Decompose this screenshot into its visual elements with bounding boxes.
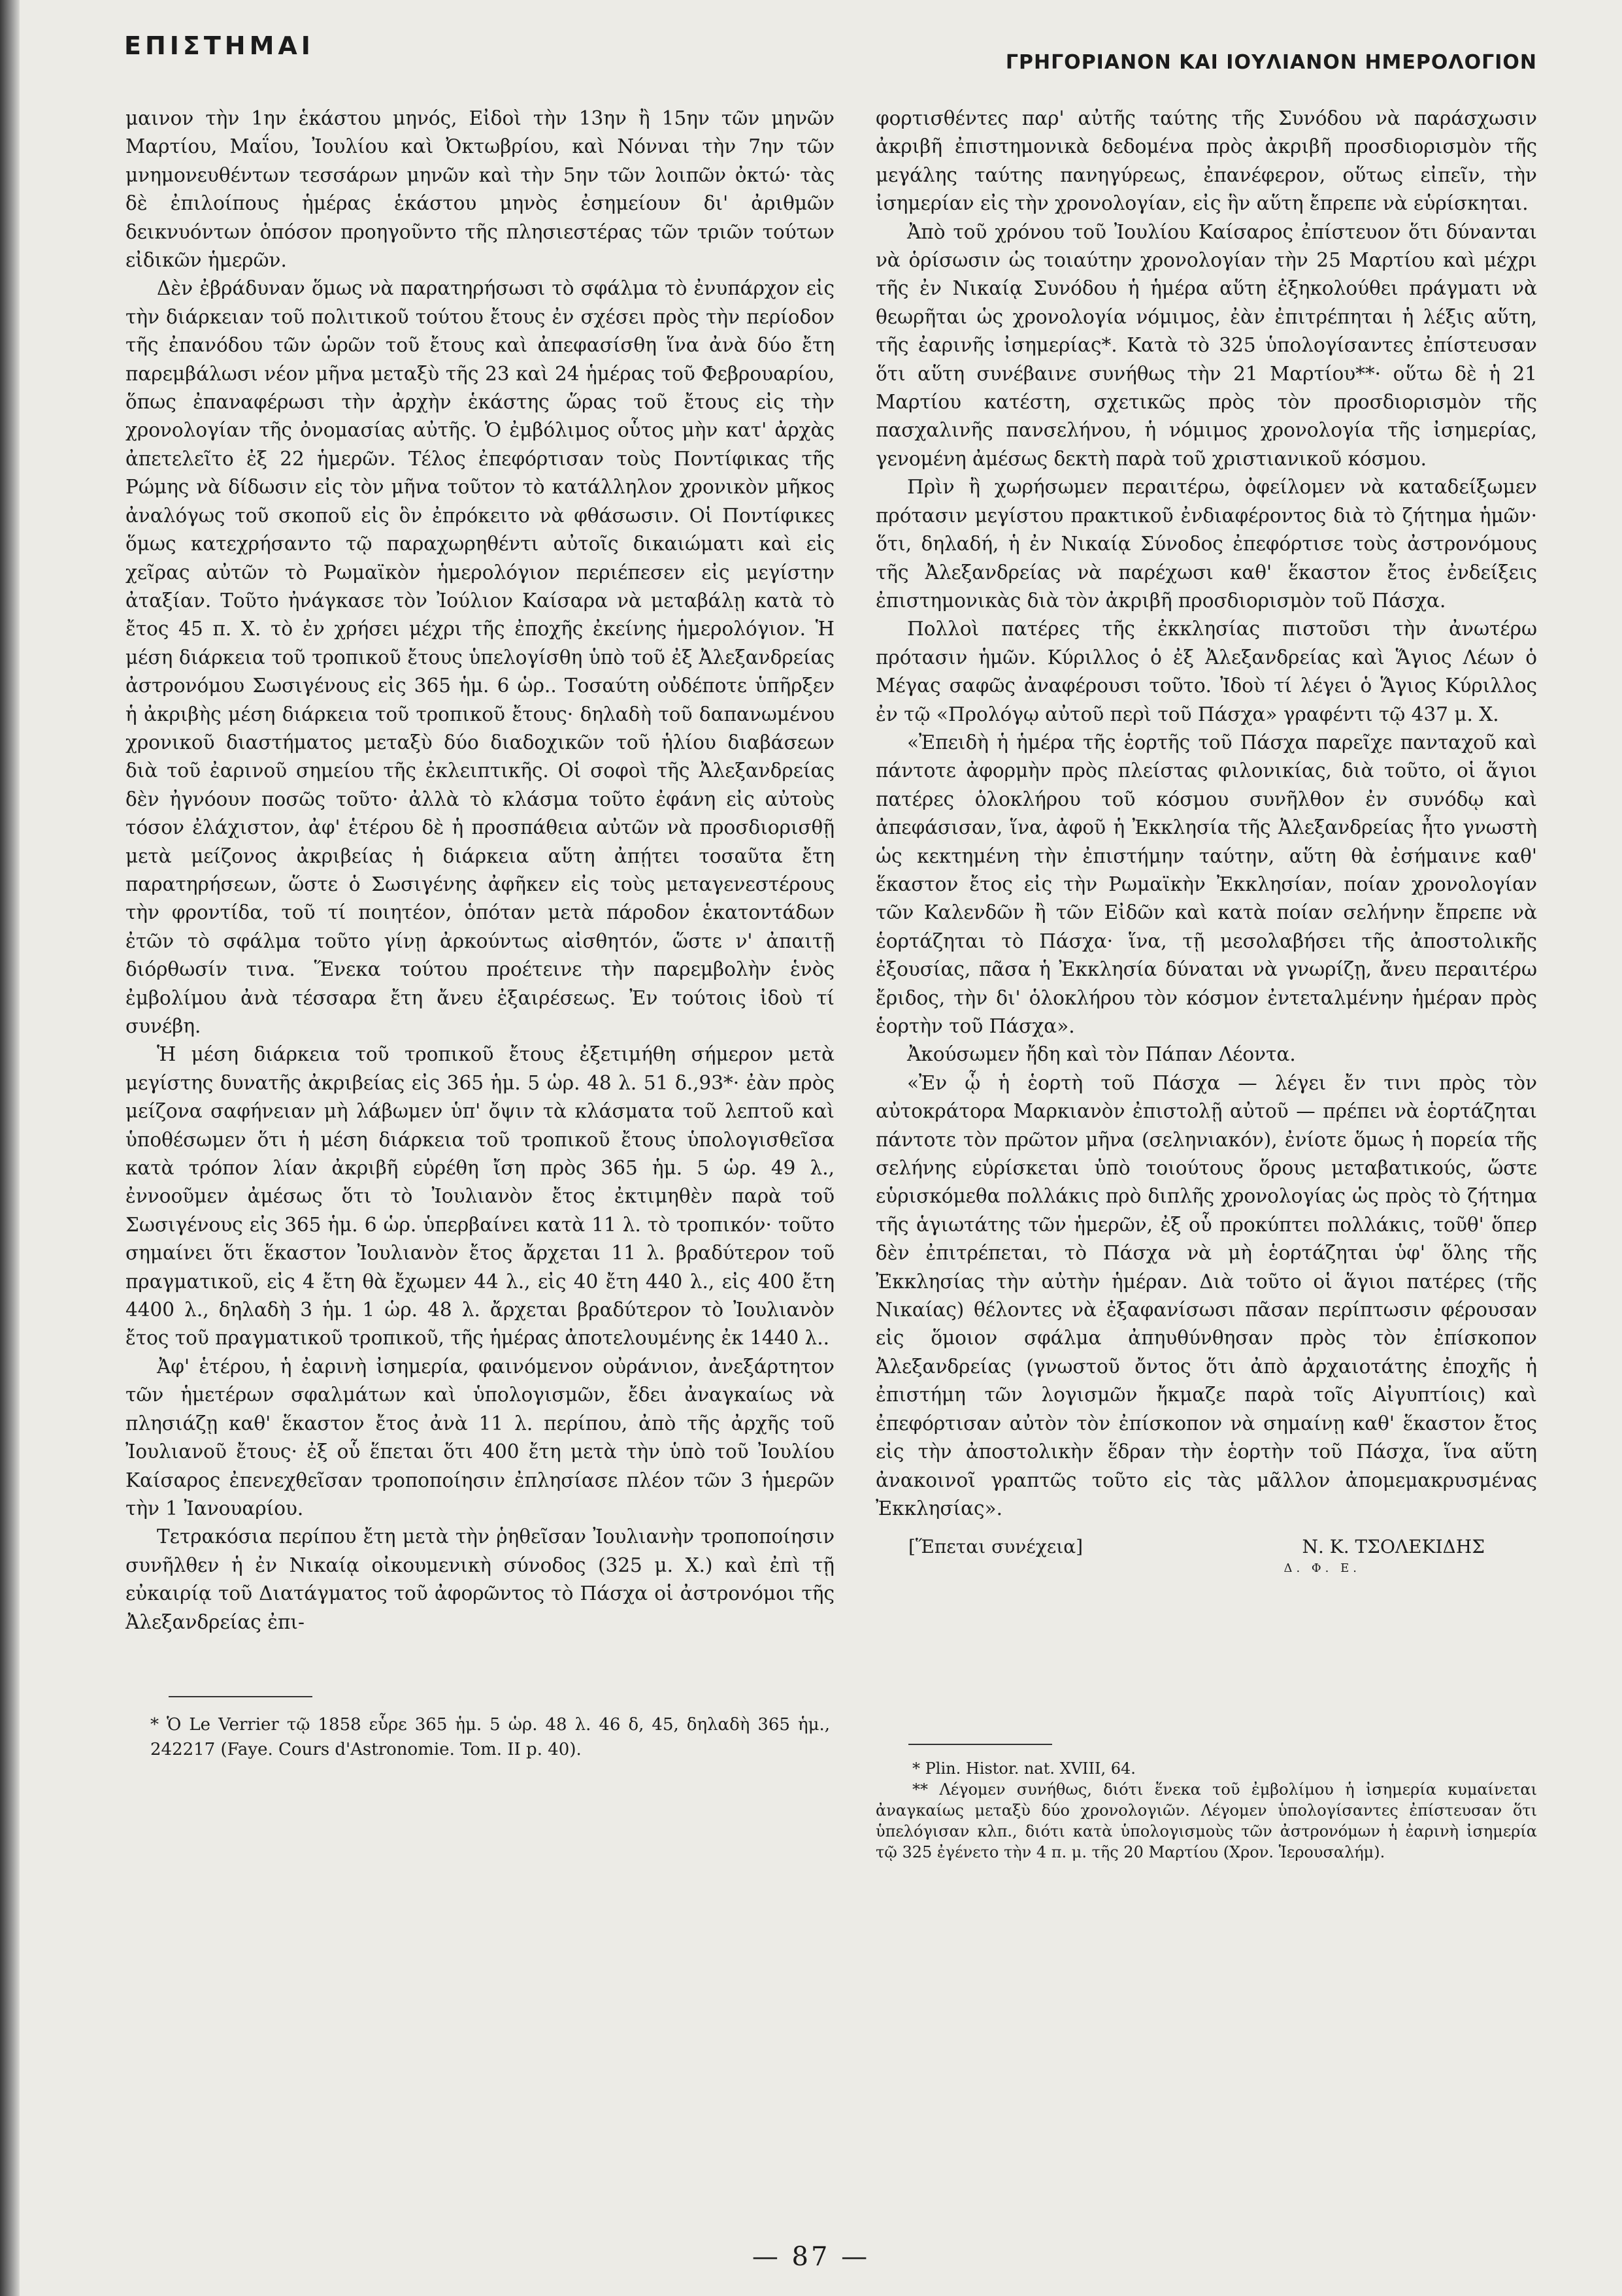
running-header-right: ΓΡΗΓΟΡΙΑΝΟΝ ΚΑΙ ΙΟΥΛΙΑΝΟΝ ΗΜΕΡΟΛΟΓΙΟΝ	[1005, 51, 1537, 74]
paragraph: φορτισθέντες παρ' αὐτῆς ταύτης τῆς Συνόδου νὰ παράσχωσιν ἀκριβῆ ἐπιστημονικὰ δεδομένα πρὸς ἀκριβῆ προσδιορισμὸν τῆς μεγάλης ταύτης πανηγύρεως, ἐπανέφερον, οὕτως εἰπεῖν, τὴν ἰσημερίαν εἰς τὴν χρονολογίαν, εἰς ἣν αὕτη ἔπρεπε νὰ εὑρίσκηται.	[876, 107, 1537, 215]
paragraph: Πρὶν ἢ χωρήσωμεν περαιτέρω, ὀφείλομεν νὰ καταδείξωμεν πρότασιν μεγίστου πρακτικοῦ ἐνδιαφέροντος διὰ τὸ ζήτημα ἡμῶν· ὅτι, δηλαδή, ἡ ἐν Νικαίᾳ Σύνοδος ἐπεφόρτισε τοὺς ἀστρονόμους τῆς Ἀλεξανδρείας νὰ παρέχωσι καθ' ἕκαστον ἔτος ἐνδείξεις ἐπιστημονικὰς διὰ τὸν ἀκριβῆ προσδιορισμὸν τοῦ Πάσχα.	[876, 476, 1537, 612]
quotation-paragraph: «Ἐν ᾧ ἡ ἑορτὴ τοῦ Πάσχα — λέγει ἔν τινι πρὸς τὸν αὐτοκράτορα Μαρκιανὸν ἐπιστολῇ αὐτοῦ — πρέπει νὰ ἑορτάζηται πάντοτε τὸν πρῶτον μῆνα (σεληνιακόν), ἐνίοτε ὅμως ἡ πορεία τῆς σελήνης εὑρίσκεται ὑπὸ τοιούτους ὅρους μεταβατικούς, ὥστε εὑρισκόμεθα πολλάκις πρὸ διπλῆς χρονολογίας ὡς πρὸς τὸ ζήτημα τῆς ἁγιωτάτης τῶν ἡμερῶν, ἐξ οὗ προκύπτει πολλάκις, τοῦθ' ὅπερ δὲν ἐπιτρέπεται, τὸ Πάσχα νὰ μὴ ἑορτάζηται ὑφ' ὅλης τῆς Ἐκκλησίας τὴν αὐτὴν ἡμέραν. Διὰ τοῦτο οἱ ἅγιοι πατέρες (τῆς Νικαίας) θέλοντες νὰ ἐξαφανίσωσι πᾶσαν περίπτωσιν φέρουσαν εἰς ὅμοιον σφάλμα ἀπηυθύνθησαν πρὸς τὸν ἐπίσκοπον Ἀλεξανδρείας (γνωστοῦ ὄντος ὅτι ἀπὸ ἀρχαιοτάτης ἐποχῆς ἡ ἐπιστήμη τῶν λογισμῶν ἤκμαζε παρὰ τοῖς Αἰγυπτίοις) καὶ ἐπεφόρτισαν αὐτὸν τὸν ἐπίσκοπον νὰ σημαίνῃ καθ' ἕκαστον ἔτος εἰς τὴν ἀποστολικὴν ἕδραν τὴν ἑορτὴν τοῦ Πάσχα, ἵνα αὕτη ἀνακοινοῖ γραπτῶς τοῦτο εἰς τὰς μᾶλλον ἀπομεμακρυσμένας Ἐκκλησίας».	[876, 1071, 1537, 1520]
running-header-left: ΕΠΙΣΤΗΜΑΙ	[124, 31, 314, 60]
paragraph: Ἀκούσωμεν ἤδη καὶ τὸν Πάπαν Λέοντα.	[907, 1043, 1296, 1066]
footnote-left: * Ὁ Le Verrier τῷ 1858 εὗρε 365 ἡμ. 5 ὡρ. 48 λ. 46 δ, 45, δηλαδὴ 365 ἡμ., 242217 (Faye. Cours d'Astronomie. Tom. II p. 40).	[150, 1715, 830, 1759]
left-column	[125, 105, 835, 1637]
author-signature: Ν. Κ. ΤΣΟΛΕΚΙΔΗΣ	[1302, 1536, 1485, 1558]
continued-note: [Ἕπεται συνέχεια]	[908, 1536, 1084, 1558]
signature-line	[876, 1536, 1537, 1557]
book-spine-shadow	[0, 0, 20, 2296]
page-number: — 87 —	[752, 2242, 870, 2272]
footnote: ** Λέγομεν συνήθως, διότι ἕνεκα τοῦ ἐμβολίμου ἡ ἰσημερία κυμαίνεται ἀναγκαίως μεταξὺ δύο χρονολογιῶν. Λέγομεν ὑπολογίσαντες ἐπίστευσαν ὅτι ὑπελόγισαν κλπ., διότι κατὰ ὑπολογισμοὺς τῶν ἀστρονόμων ἡ ἐαρινὴ ἰσημερία τῷ 325 ἐγένετο τὴν 4 π. μ. τῆς 20 Μαρτίου (Χρον. Ἱερουσαλήμ).	[876, 1780, 1537, 1861]
quotation-paragraph: «Ἐπειδὴ ἡ ἡμέρα τῆς ἑορτῆς τοῦ Πάσχα παρεῖχε πανταχοῦ καὶ πάντοτε ἀφορμὴν πρὸς πλείστας φιλονικίας, διὰ τοῦτο, οἱ ἅγιοι πατέρες ὁλοκλήρου τοῦ κόσμου συνῆλθον ἐν συνόδῳ καὶ ἀπεφάσισαν, ἵνα, ἀφοῦ ἡ Ἐκκλησία τῆς Ἀλεξανδρείας ἦτο γνωστὴ ὡς κεκτημένη τὴν ἐπιστήμην ταύτην, αὕτη θὰ ἐσήμαινε καθ' ἕκαστον ἔτος εἰς τὴν Ρωμαϊκὴν Ἐκκλησίαν, ποίαν χρονολογίαν τῶν Καλενδῶν ἢ τῶν Εἰδῶν καὶ κατὰ ποίαν σελήνην ἔπρεπε νὰ ἑορτάζηται τὸ Πάσχα· ἵνα, τῇ μεσολαβήσει τῆς ἀποστολικῆς ἐξουσίας, πᾶσα ἡ Ἐκκλησία δύναται νὰ γνωρίζῃ, ἄνευ περαιτέρω ἔριδος, τὴν δι' ὁλοκλήρου τὸν κόσμον ἐντεταλμένην ἡμέραν πρὸς ἑορτὴν τοῦ Πάσχα».	[876, 731, 1537, 1037]
footnote-rule	[908, 1744, 1052, 1745]
paragraph: Ἀφ' ἑτέρου, ἡ ἐαρινὴ ἰσημερία, φαινόμενον οὐράνιον, ἀνεξάρτητον τῶν ἡμετέρων σφαλμάτων καὶ ὑπολογισμῶν, ἔδει ἀναγκαίως νὰ πλησιάζῃ καθ' ἕκαστον ἔτος ἀνὰ 11 λ. περίπου, ἀπὸ τῆς ἀρχῆς τοῦ Ἰουλιανοῦ ἔτους· ἐξ οὗ ἕπεται ὅτι 400 ἔτη μετὰ τὴν ὑπὸ τοῦ Ἰουλίου Καίσαρος ἐπενεχθεῖσαν τροποποίησιν ἐπλησίασε πλέον τῶν 3 ἡμερῶν τὴν 1 Ἰανουαρίου.	[125, 1355, 835, 1520]
footnotes-right	[876, 1758, 1537, 1863]
paragraph: Τετρακόσια περίπου ἔτη μετὰ τὴν ῥηθεῖσαν Ἰουλιανὴν τροποποίησιν συνῆλθεν ἡ ἐν Νικαίᾳ οἰκουμενικὴ σύνοδος (325 μ. Χ.) καὶ ἐπὶ τῇ εὐκαιρίᾳ τοῦ Διατάγματος τοῦ ἀφορῶντος τὸ Πάσχα οἱ ἀστρονόμοι τῆς Ἀλεξανδρείας ἐπι-	[125, 1525, 835, 1633]
paragraph: Δὲν ἐβράδυναν ὅμως νὰ παρατηρήσωσι τὸ σφάλμα τὸ ἐνυπάρχον εἰς τὴν διάρκειαν τοῦ πολιτικοῦ τούτου ἔτους ἐν σχέσει πρὸς τὴν περίοδον τῆς ἐπανόδου τῶν ὡρῶν τοῦ ἔτους καὶ ἀπεφασίσθη ἵνα ἀνὰ δύο ἔτη παρεμβάλωσι νέον μῆνα μεταξὺ τῆς 23 καὶ 24 ἡμέρας τοῦ Φεβρουαρίου, ὅπως ἐπαναφέρωσι τὴν ἀρχὴν ἑκάστης ὥρας τοῦ ἔτους εἰς τὴν χρονολογίαν τῆς ὀνομασίας αὐτῆς. Ὁ ἐμβόλιμος οὗτος μὴν κατ' ἀρχὰς ἀπετελεῖτο ἐξ 22 ἡμερῶν. Τέλος ἐπεφόρτισαν τοὺς Ποντίφικας τῆς Ρώμης νὰ δίδωσιν εἰς τὸν μῆνα τοῦτον τὸ κατάλληλον χρονικὸν μῆκος ἀναλόγως τοῦ σκοποῦ εἰς ὃν ἐπρόκειτο νὰ φθάσωσιν. Οἱ Ποντίφικες ὅμως κατεχρήσαντο τῷ παραχωρηθέντι αὐτοῖς δικαιώματι καὶ εἰς χεῖρας αὐτῶν τὸ Ρωμαϊκὸν ἡμερολόγιον περιέπεσεν εἰς μεγίστην ἀταξίαν. Τοῦτο ἠνάγκασε τὸν Ἰούλιον Καίσαρα νὰ μεταβάλῃ κατὰ τὸ ἔτος 45 π. Χ. τὸ ἐν χρήσει μέχρι τῆς ἐποχῆς ἐκείνης ἡμερολόγιον. Ἡ μέση διάρκεια τοῦ τροπικοῦ ἔτους ὑπελογίσθη ὑπὸ τοῦ ἐξ Ἀλεξανδρείας ἀστρονόμου Σωσιγένους εἰς 365 ἡμ. 6 ὡρ.. Τοσαύτη οὐδέποτε ὑπῆρξεν ἡ ἀκριβὴς μέση διάρκεια τοῦ τροπικοῦ ἔτους· δηλαδὴ τοῦ δαπανωμένου χρονικοῦ διαστήματος μεταξὺ δύο διαδοχικῶν τοῦ ἡλίου διαβάσεων διὰ τοῦ ἐαρινοῦ σημείου τῆς ἐκλειπτικῆς. Οἱ σοφοὶ τῆς Ἀλεξανδρείας δὲν ἠγνόουν ποσῶς τοῦτο· ἀλλὰ τὸ κλάσμα τοῦτο ἐφάνη εἰς αὐτοὺς τόσον ἐλάχιστον, ἀφ' ἑτέρου δὲ ἡ προσπάθεια αὐτῶν νὰ προσδιορισθῇ μετὰ μείζονος ἀκριβείας ἡ διάρκεια αὕτη ἀπῄτει τοσαῦτα ἔτη παρατηρήσεων, ὥστε ὁ Σωσιγένης ἀφῆκεν εἰς τοὺς μεταγενεστέρους τὴν φροντίδα, τοῦ τί ποιητέον, ὁπόταν μετὰ πάροδον ἑκατοντάδων ἐτῶν τὸ σφάλμα τοῦτο γίνῃ ἀρκούντως αἰσθητόν, ὥστε ν' ἀπαιτῇ διόρθωσίν τινα. Ἕνεκα τούτου προέτεινε τὴν παρεμβολὴν ἑνὸς ἐμβολίμου ἀνὰ τέσσαρα ἔτη ἄνευ ἐξαιρέσεως. Ἐν τούτοις ἰδοὺ τί συνέβη.	[125, 277, 835, 1037]
paragraph: Ἡ μέση διάρκεια τοῦ τροπικοῦ ἔτους ἐξετιμήθη σήμερον μετὰ μεγίστης δυνατῆς ἀκριβείας εἰς 365 ἡμ. 5 ὡρ. 48 λ. 51 δ.,93*· ἐὰν πρὸς μείζονα σαφήνειαν μὴ λάβωμεν ὑπ' ὄψιν τὰ κλάσματα τοῦ λεπτοῦ καὶ ὑποθέσωμεν ὅτι ἡ μέση διάρκεια τοῦ τροπικοῦ ἔτους ὑπολογισθεῖσα κατὰ τρόπον λίαν ἀκριβῆ εὑρέθη ἴση πρὸς 365 ἡμ. 5 ὡρ. 49 λ., ἐννοοῦμεν ἀμέσως ὅτι τὸ Ἰουλιανὸν ἔτος ἐκτιμηθὲν παρὰ τοῦ Σωσιγένους εἰς 365 ἡμ. 6 ὡρ. ὑπερβαίνει κατὰ 11 λ. τὸ τροπικόν· τοῦτο σημαίνει ὅτι ἕκαστον Ἰουλιανὸν ἔτος ἄρχεται 11 λ. βραδύτερον τοῦ πραγματικοῦ, εἰς 4 ἔτη θὰ ἔχωμεν 44 λ., εἰς 40 ἔτη 440 λ., εἰς 400 ἔτη 4400 λ., δηλαδὴ 3 ἡμ. 1 ὡρ. 48 λ. ἄρχεται βραδύτερον τὸ Ἰουλιανὸν ἔτος τοῦ πραγματικοῦ τροπικοῦ, τῆς ἡμέρας ἀποτελουμένης ἐκ 1440 λ..	[125, 1043, 835, 1350]
footnote-rule	[169, 1696, 312, 1697]
right-column	[876, 105, 1537, 1575]
signature-initials: Δ. Φ. Ε.	[1283, 1561, 1361, 1576]
paragraph: Ἀπὸ τοῦ χρόνου τοῦ Ἰουλίου Καίσαρος ἐπίστευον ὅτι δύνανται νὰ ὁρίσωσιν ὡς τοιαύτην χρονολογίαν τὴν 25 Μαρτίου καὶ μέχρι τῆς ἐν Νικαίᾳ Συνόδου ἡ ἡμέρα αὕτη ἐξηκολούθει πράγματι νὰ θεωρῆται ὡς χρονολογία νόμιμος, ἐὰν ἐπιτρέπηται ἡ λέξις αὕτη, τῆς ἐαρινῆς ἰσημερίας*. Κατὰ τὸ 325 ὑπολογίσαντες ἐπίστευσαν ὅτι αὕτη συνέβαινε συνήθως τὴν 21 Μαρτίου**· οὕτω δὲ ἡ 21 Μαρτίου κατέστη, σχετικῶς πρὸς τὸν προσδιορισμὸν τῆς πασχαλινῆς πανσελήνου, ἡ νόμιμος χρονολογία τῆς ἰσημερίας, γενομένη ἀμέσως δεκτὴ παρὰ τοῦ χριστιανικοῦ κόσμου.	[876, 220, 1537, 470]
paragraph: Πολλοὶ πατέρες τῆς ἐκκλησίας πιστοῦσι τὴν ἀνωτέρω πρότασιν ἡμῶν. Κύριλλος ὁ ἐξ Ἀλεξανδρείας καὶ Ἅγιος Λέων ὁ Μέγας σαφῶς ἀναφέρουσι τοῦτο. Ἰδοὺ τί λέγει ὁ Ἅγιος Κύριλλος ἐν τῷ «Προλόγῳ αὐτοῦ περὶ τοῦ Πάσχα» γραφέντι τῷ 437 μ. Χ.	[876, 618, 1537, 725]
footnote: * Plin. Histor. nat. XVIII, 64.	[912, 1759, 1136, 1778]
paragraph: μαινον τὴν 1ην ἑκάστου μηνός, Εἰδοὶ τὴν 13ην ἢ 15ην τῶν μηνῶν Μαρτίου, Μαΐου, Ἰουλίου καὶ Ὀκτωβρίου, καὶ Νόνναι τὴν 7ην τῶν μνημονευθέντων τεσσάρων μηνῶν καὶ τὴν 5ην τῶν λοιπῶν ὀκτώ· τὰς δὲ ἐπιλοίπους ἡμέρας ἑκάστου μηνὸς ἐσημείουν δι' ἀριθμῶν δεικνυόντων ὁπόσον προηγοῦντο τῆς πλησιεστέρας τῶν τριῶν τούτων εἰδικῶν ἡμερῶν.	[125, 107, 835, 272]
